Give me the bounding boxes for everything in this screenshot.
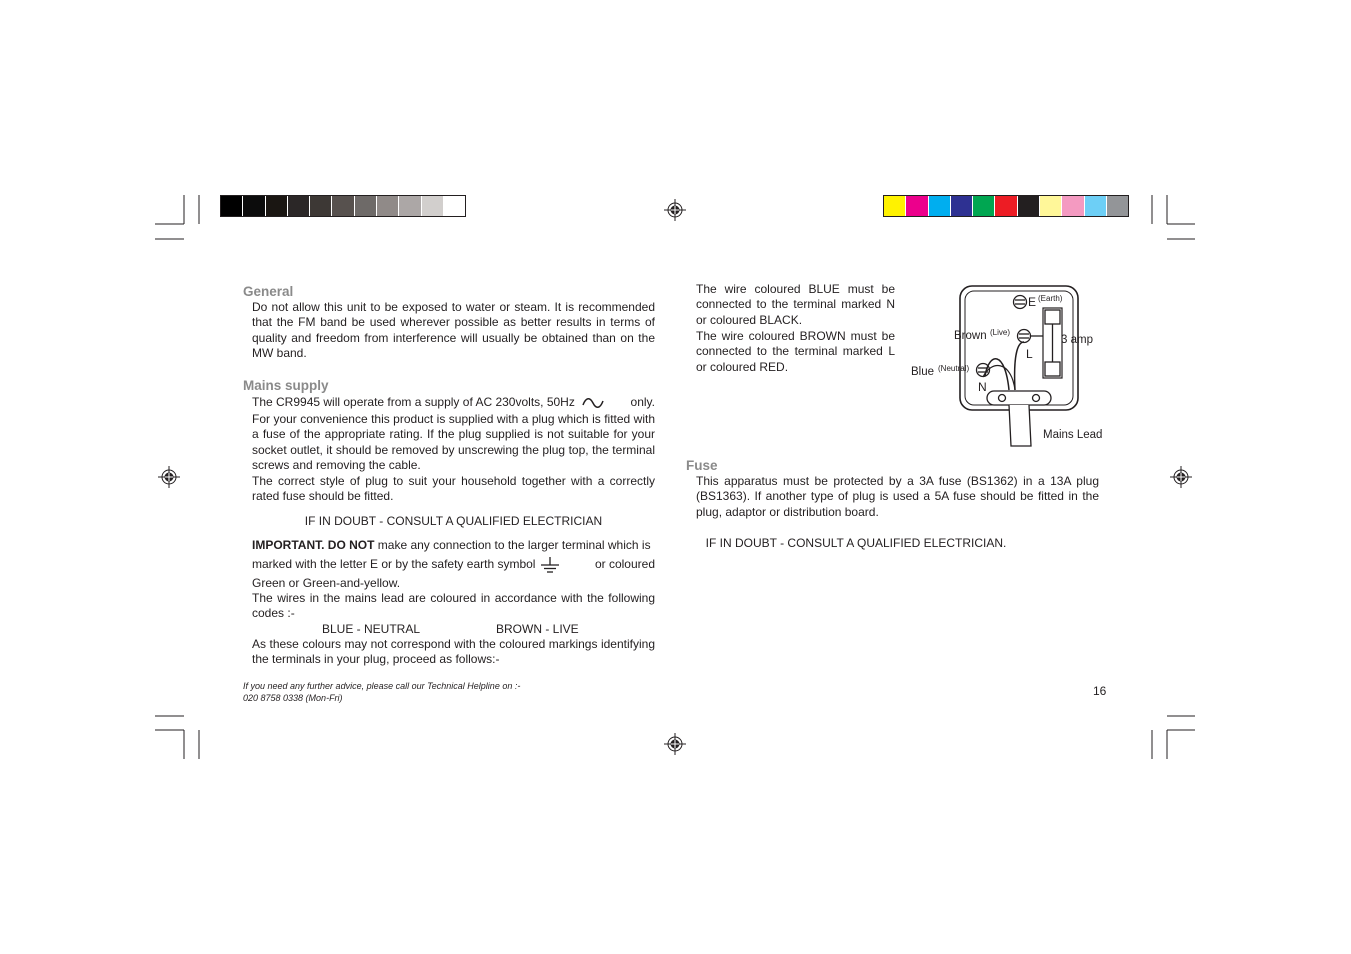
general-heading: General	[243, 284, 294, 299]
correct-plug-text: The correct style of plug to suit your household together with a correctly rated fuse should be fitted.	[252, 474, 655, 504]
wires-codes-text: The wires in the mains lead are coloured in accordance with the following codes :-	[252, 591, 655, 621]
gray-swatch	[221, 196, 243, 216]
general-text: Do not allow this unit to be exposed to water or steam. It is recommended that the FM band be used wherever possible as better results in terms of quality and freedom from interference will usually be obtained than on the MW band.	[252, 300, 655, 361]
color-swatch	[1018, 196, 1040, 216]
gray-swatch	[377, 196, 399, 216]
brown-wire-text: The wire coloured BROWN must be connected to the terminal marked L or coloured RED.	[696, 329, 895, 374]
important-coloured-text: or coloured	[594, 557, 655, 572]
important-bold: IMPORTANT. DO NOT	[252, 538, 375, 552]
gray-swatch	[266, 196, 288, 216]
gray-swatch	[355, 196, 377, 216]
important-earth-text: marked with the letter E or by the safety earth symbol	[252, 557, 536, 572]
important-line2	[252, 556, 655, 574]
doubt-warning-right: IF IN DOUBT - CONSULT A QUALIFIED ELECTRICIAN.	[705, 536, 1007, 550]
label-blue: Blue	[911, 366, 935, 378]
registration-mark-top	[664, 199, 686, 221]
mains-supply-text: The CR9945 will operate from a supply of AC 230volts, 50Hz	[252, 395, 575, 409]
color-swatch	[1085, 196, 1107, 216]
as-these-text: As these colours may not correspond with the coloured markings identifying the terminals in your plug, proceed as follows:-	[252, 637, 655, 667]
label-earth: (Earth)	[1038, 294, 1063, 303]
blue-wire-text: The wire coloured BLUE must be connected to the terminal marked N or coloured BLACK.	[696, 282, 895, 327]
mains-supply-only: only.	[630, 395, 655, 409]
label-l: L	[1026, 347, 1033, 361]
label-e: E	[1028, 295, 1037, 309]
label-neutral: (Neutral)	[938, 364, 970, 373]
registration-mark-left	[158, 466, 180, 488]
label-mains-lead: Mains Lead	[1043, 429, 1103, 441]
gray-swatch	[444, 196, 465, 216]
color-swatch	[1062, 196, 1084, 216]
registration-mark-right	[1170, 466, 1192, 488]
label-n: N	[978, 380, 987, 394]
plug-supplied-text: For your convenience this product is supplied with a plug which is fitted with a fuse of the appropriate rating. If the plug supplied is not suitable for your socket outlet, it should be removed by unscrewing the plug top, the terminal screws and removing the cable.	[252, 412, 655, 473]
grayscale-control-bar	[220, 195, 466, 217]
color-swatch	[951, 196, 973, 216]
color-swatch	[884, 196, 906, 216]
label-live: (Live)	[990, 328, 1011, 337]
color-swatch	[1040, 196, 1062, 216]
color-swatch	[929, 196, 951, 216]
gray-swatch	[310, 196, 332, 216]
gray-swatch	[332, 196, 354, 216]
important-line3: Green or Green-and-yellow.	[252, 576, 401, 590]
label-3-amp: 3 amp	[1061, 334, 1093, 346]
registration-mark-bottom	[664, 733, 686, 755]
label-brown: Brown	[954, 330, 987, 342]
color-control-bar	[883, 195, 1129, 217]
doubt-warning-left: IF IN DOUBT - CONSULT A QUALIFIED ELECTRICIAN	[304, 514, 603, 528]
fuse-text: This apparatus must be protected by a 3A fuse (BS1362) in a 13A plug (BS1363). If another type of plug is used a 5A fuse should be fitted in the plug, adaptor or distribution board.	[696, 474, 1099, 519]
plug-wiring-diagram	[905, 280, 1115, 450]
gray-swatch	[399, 196, 421, 216]
important-rest: make any connection to the larger terminal which is	[374, 538, 651, 552]
earth-symbol-icon	[539, 556, 561, 574]
gray-swatch	[243, 196, 265, 216]
code-brown: BROWN - LIVE	[496, 622, 579, 636]
helpline-line1: If you need any further advice, please call our Technical Helpline on :-	[243, 681, 521, 691]
color-swatch	[995, 196, 1017, 216]
page-number: 16	[1093, 684, 1107, 698]
important-line1	[252, 538, 655, 553]
color-swatch	[906, 196, 928, 216]
gray-swatch	[288, 196, 310, 216]
helpline-number: 020 8758 0338 (Mon-Fri)	[243, 693, 343, 703]
mains-supply-heading: Mains supply	[243, 378, 329, 393]
ac-wave-icon	[581, 396, 607, 410]
color-swatch	[1107, 196, 1128, 216]
fuse-heading: Fuse	[686, 458, 718, 473]
color-swatch	[973, 196, 995, 216]
gray-swatch	[422, 196, 444, 216]
mains-supply-line1	[252, 395, 655, 410]
code-blue: BLUE - NEUTRAL	[322, 622, 421, 636]
